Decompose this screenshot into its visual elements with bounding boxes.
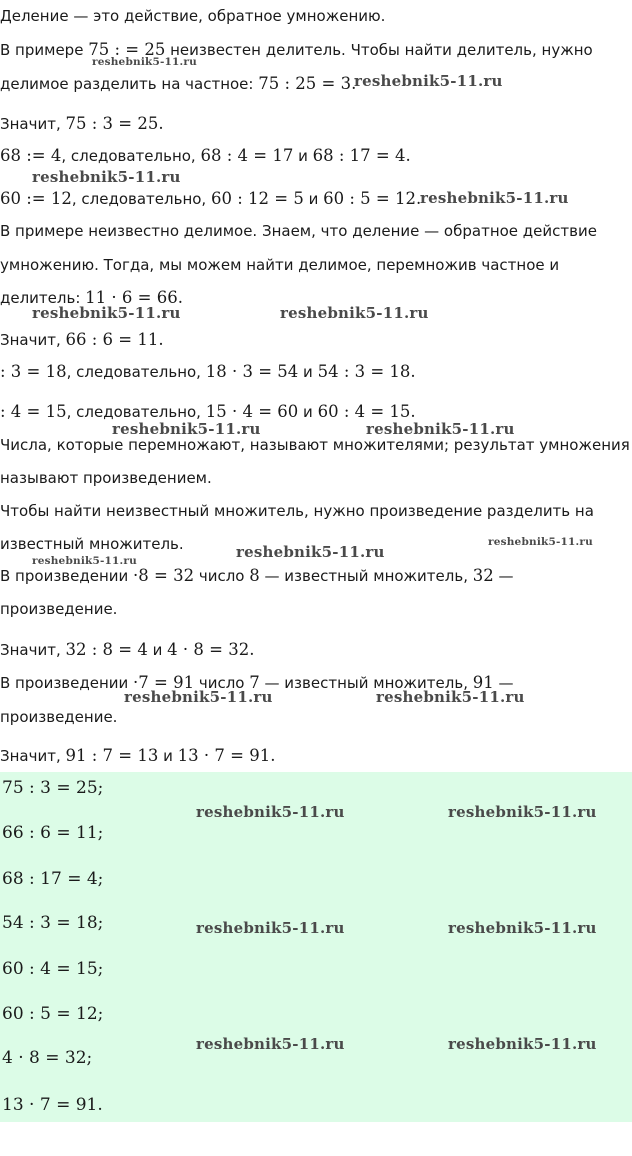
math-expression: 91 (472, 673, 494, 692)
math-expression: : 3 = 18 (0, 362, 67, 381)
paragraph (0, 74, 356, 94)
math-expression: 60 : 4 = 15. (317, 402, 416, 421)
text: Деление — это действие, обратное умножению. (0, 7, 386, 25)
text: и (298, 403, 318, 421)
text: и (293, 147, 313, 165)
watermark: reshebnik5-11.ru (196, 919, 345, 937)
text: , следовательно, (71, 190, 211, 208)
watermark: reshebnik5-11.ru (448, 1035, 597, 1053)
watermark: reshebnik5-11.ru (236, 543, 385, 561)
text: делимое разделить на частное: (0, 75, 259, 93)
math-expression: 60 : 12 = 5 (210, 189, 304, 208)
watermark: reshebnik5-11.ru (196, 803, 345, 821)
paragraph (0, 114, 164, 134)
math-expression: 15 · 4 = 60 (205, 402, 299, 421)
text: называют произведением. (0, 469, 212, 487)
watermark: reshebnik5-11.ru (280, 304, 429, 322)
text: — (493, 674, 514, 692)
text: — известный множитель, (259, 674, 473, 692)
answer-line: 4 · 8 = 32; (2, 1048, 93, 1068)
paragraph (0, 468, 212, 488)
watermark: reshebnik5-11.ru (488, 536, 593, 548)
paragraph (0, 402, 416, 422)
paragraph (0, 746, 275, 766)
watermark: reshebnik5-11.ru (448, 919, 597, 937)
answer-line: 75 : 3 = 25; (2, 778, 104, 798)
text: — известный множитель, (259, 567, 473, 585)
paragraph (0, 599, 117, 619)
text: Числа, которые перемножают, называют множителями; результат умножения (0, 436, 630, 454)
text: — (493, 567, 514, 585)
math-expression: 32 : 8 = 4 (65, 640, 148, 659)
text: , следовательно, (66, 403, 206, 421)
text: число (194, 674, 250, 692)
math-expression: 8 (249, 566, 260, 585)
watermark: reshebnik5-11.ru (448, 803, 597, 821)
math-expression: 91 : 7 = 13 (65, 746, 159, 765)
answer-line: 54 : 3 = 18; (2, 913, 104, 933)
watermark: reshebnik5-11.ru (92, 56, 197, 68)
answer-box (0, 772, 632, 1122)
watermark: reshebnik5-11.ru (112, 420, 261, 438)
text: число (194, 567, 250, 585)
paragraph (0, 6, 385, 26)
watermark: reshebnik5-11.ru (124, 688, 273, 706)
math-expression: 75 : 25 = 3. (258, 74, 357, 93)
watermark: reshebnik5-11.ru (196, 1035, 345, 1053)
text: , следовательно, (61, 147, 201, 165)
math-expression: 68 : 4 = 17 (200, 146, 294, 165)
math-expression: 68 : 17 = 4. (312, 146, 411, 165)
paragraph (0, 435, 630, 455)
math-expression: 60 : 5 = 12. (323, 189, 422, 208)
math-expression: ·7 = 91 (133, 673, 195, 692)
watermark: reshebnik5-11.ru (32, 555, 137, 567)
watermark: reshebnik5-11.ru (376, 688, 525, 706)
math-expression: 60 := 12 (0, 189, 72, 208)
math-expression: 66 : 6 = 11. (65, 330, 164, 349)
paragraph (0, 40, 593, 60)
text: делитель: (0, 289, 86, 307)
math-expression: 32 (472, 566, 494, 585)
answer-line: 68 : 17 = 4; (2, 869, 104, 889)
watermark: reshebnik5-11.ru (32, 304, 181, 322)
paragraph (0, 362, 416, 382)
text: Чтобы найти неизвестный множитель, нужно произведение разделить на (0, 502, 594, 520)
math-expression: 75 : = 25 (88, 40, 166, 59)
text: В примере (0, 41, 89, 59)
text: , следовательно, (66, 363, 206, 381)
text: В произведении (0, 674, 134, 692)
math-expression: 18 · 3 = 54 (205, 362, 299, 381)
math-expression: 54 : 3 = 18. (317, 362, 416, 381)
math-expression: 4 · 8 = 32. (167, 640, 255, 659)
paragraph (0, 221, 597, 241)
paragraph (0, 566, 514, 586)
text: известный множитель. (0, 535, 184, 553)
watermark: reshebnik5-11.ru (420, 189, 569, 207)
text: и (303, 190, 324, 208)
text: Значит, (0, 747, 66, 765)
text: неизвестен делитель. Чтобы найти делитель, нужно (165, 41, 593, 59)
paragraph (0, 189, 421, 209)
math-expression: 13 · 7 = 91. (177, 746, 276, 765)
math-expression: 11 · 6 = 66. (85, 288, 183, 307)
watermark: reshebnik5-11.ru (366, 420, 515, 438)
text: и (298, 363, 318, 381)
math-expression: 68 := 4 (0, 146, 62, 165)
text: произведение. (0, 600, 118, 618)
answer-line: 60 : 5 = 12; (2, 1004, 104, 1024)
text: и (147, 641, 168, 659)
paragraph (0, 534, 184, 554)
math-expression: 75 : 3 = 25. (65, 114, 164, 133)
answer-line: 13 · 7 = 91. (2, 1095, 103, 1115)
text: В произведении (0, 567, 134, 585)
watermark: reshebnik5-11.ru (354, 72, 503, 90)
math-expression: ·8 = 32 (133, 566, 195, 585)
paragraph (0, 255, 559, 275)
text: и (158, 747, 178, 765)
math-expression: : 4 = 15 (0, 402, 67, 421)
text: В примере неизвестно делимое. Знаем, что деление — обратное действие (0, 222, 597, 240)
text: произведение. (0, 708, 118, 726)
text: Значит, (0, 331, 66, 349)
paragraph (0, 707, 117, 727)
paragraph (0, 330, 164, 350)
text: Значит, (0, 641, 66, 659)
paragraph (0, 501, 594, 521)
answer-line: 60 : 4 = 15; (2, 959, 104, 979)
watermark: reshebnik5-11.ru (32, 168, 181, 186)
answer-line: 66 : 6 = 11; (2, 823, 104, 843)
paragraph (0, 146, 411, 166)
text: Значит, (0, 115, 66, 133)
paragraph (0, 640, 254, 660)
math-expression: 7 (249, 673, 260, 692)
text: умножению. Тогда, мы можем найти делимое, перемножив частное и (0, 256, 560, 274)
